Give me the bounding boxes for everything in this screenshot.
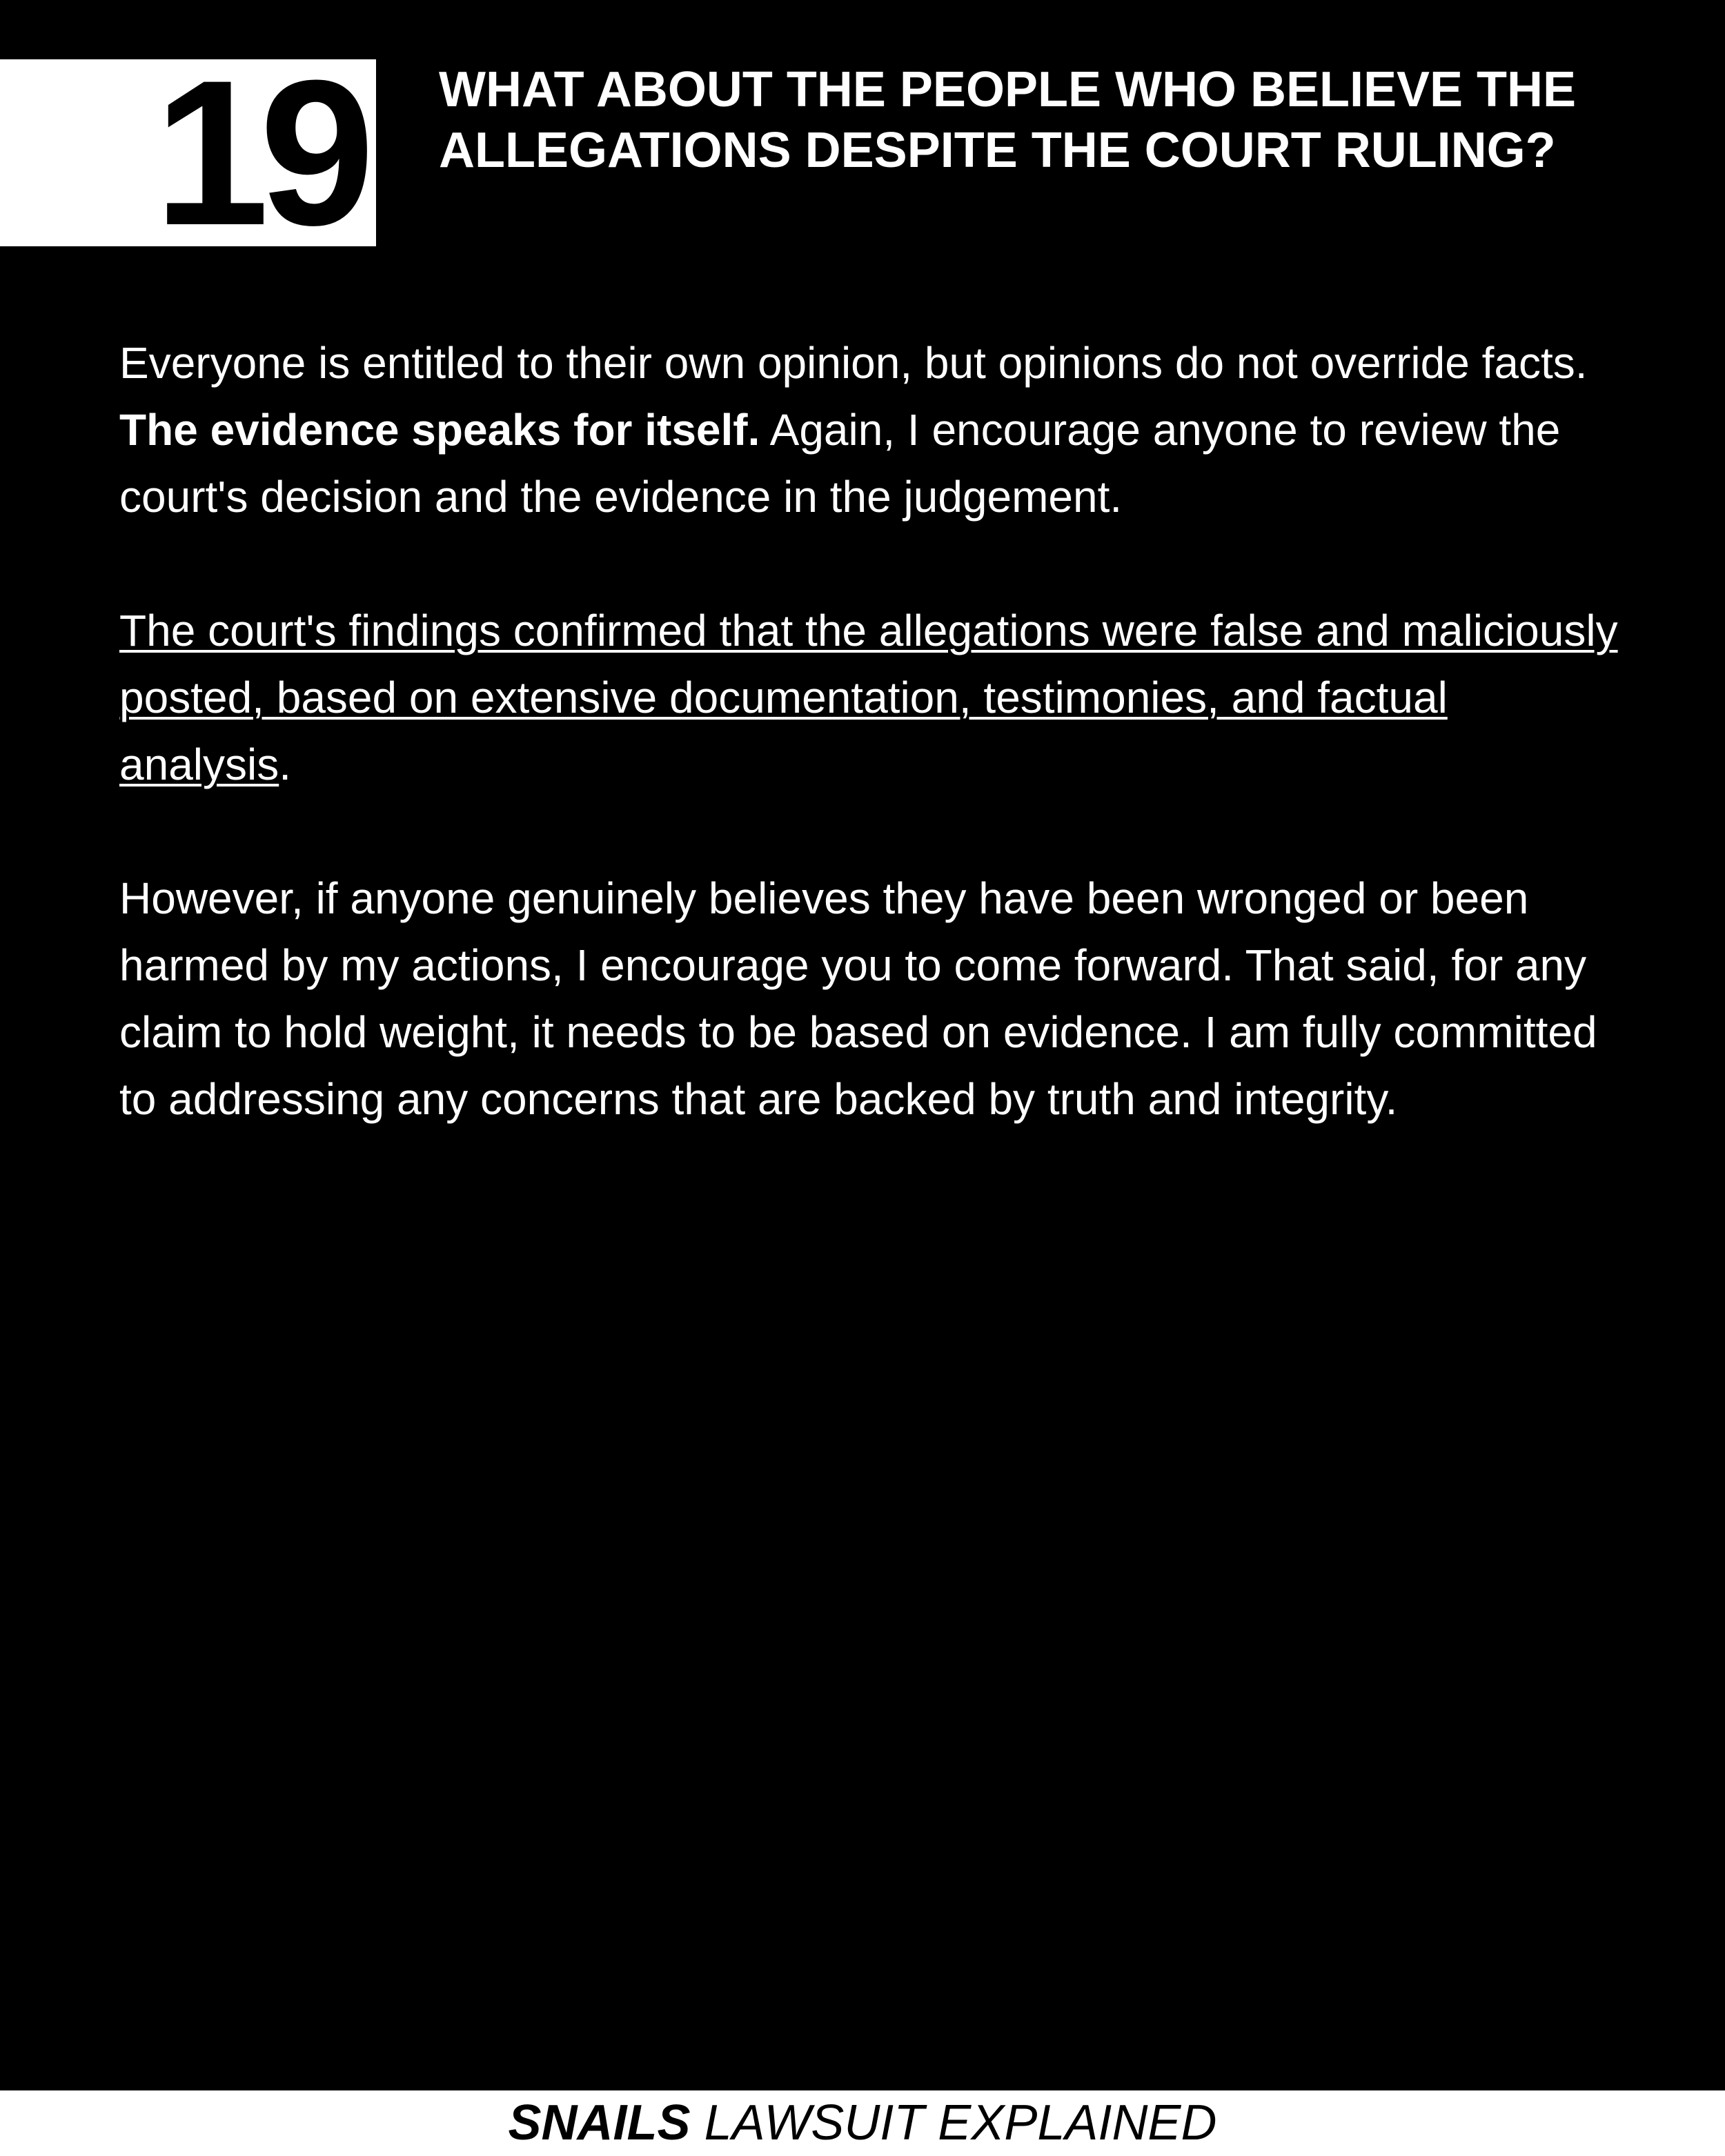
question-heading: WHAT ABOUT THE PEOPLE WHO BELIEVE THE ALLEGATIONS DESPITE THE COURT RULING? bbox=[439, 62, 1577, 178]
footer-banner bbox=[0, 2090, 1725, 2156]
answer-body bbox=[119, 330, 1624, 1200]
paragraph-opinion bbox=[119, 330, 1624, 531]
paragraph-come-forward: However, if anyone genuinely believes they have been wronged or been harmed by my actions, I encourage you to come forward. That said, for any claim to hold weight, it needs to be based on evidence. I am fully committed to addressing any concerns that are backed by truth and integrity. bbox=[119, 873, 1597, 1124]
evidence-statement: The evidence speaks for itself. bbox=[119, 405, 760, 455]
paragraph-opinion-text-continued: Again, I encourage anyone to review the court's decision and the evidence in the judgement. bbox=[119, 405, 1561, 522]
paragraph-court-findings bbox=[119, 597, 1624, 798]
court-findings-period: . bbox=[279, 740, 291, 789]
paragraph-opinion-text: Everyone is entitled to their own opinion, but opinions do not override facts. bbox=[119, 338, 1588, 388]
footer-brand: SNAILS bbox=[508, 2095, 691, 2150]
question-number: 19 bbox=[154, 59, 365, 246]
court-findings-underlined: The court's findings confirmed that the allegations were false and maliciously posted, based on extensive documentation, testimonies, and factual analysis bbox=[119, 606, 1618, 789]
question-number-badge bbox=[0, 59, 376, 246]
footer-subtitle: LAWSUIT EXPLAINED bbox=[690, 2095, 1217, 2150]
